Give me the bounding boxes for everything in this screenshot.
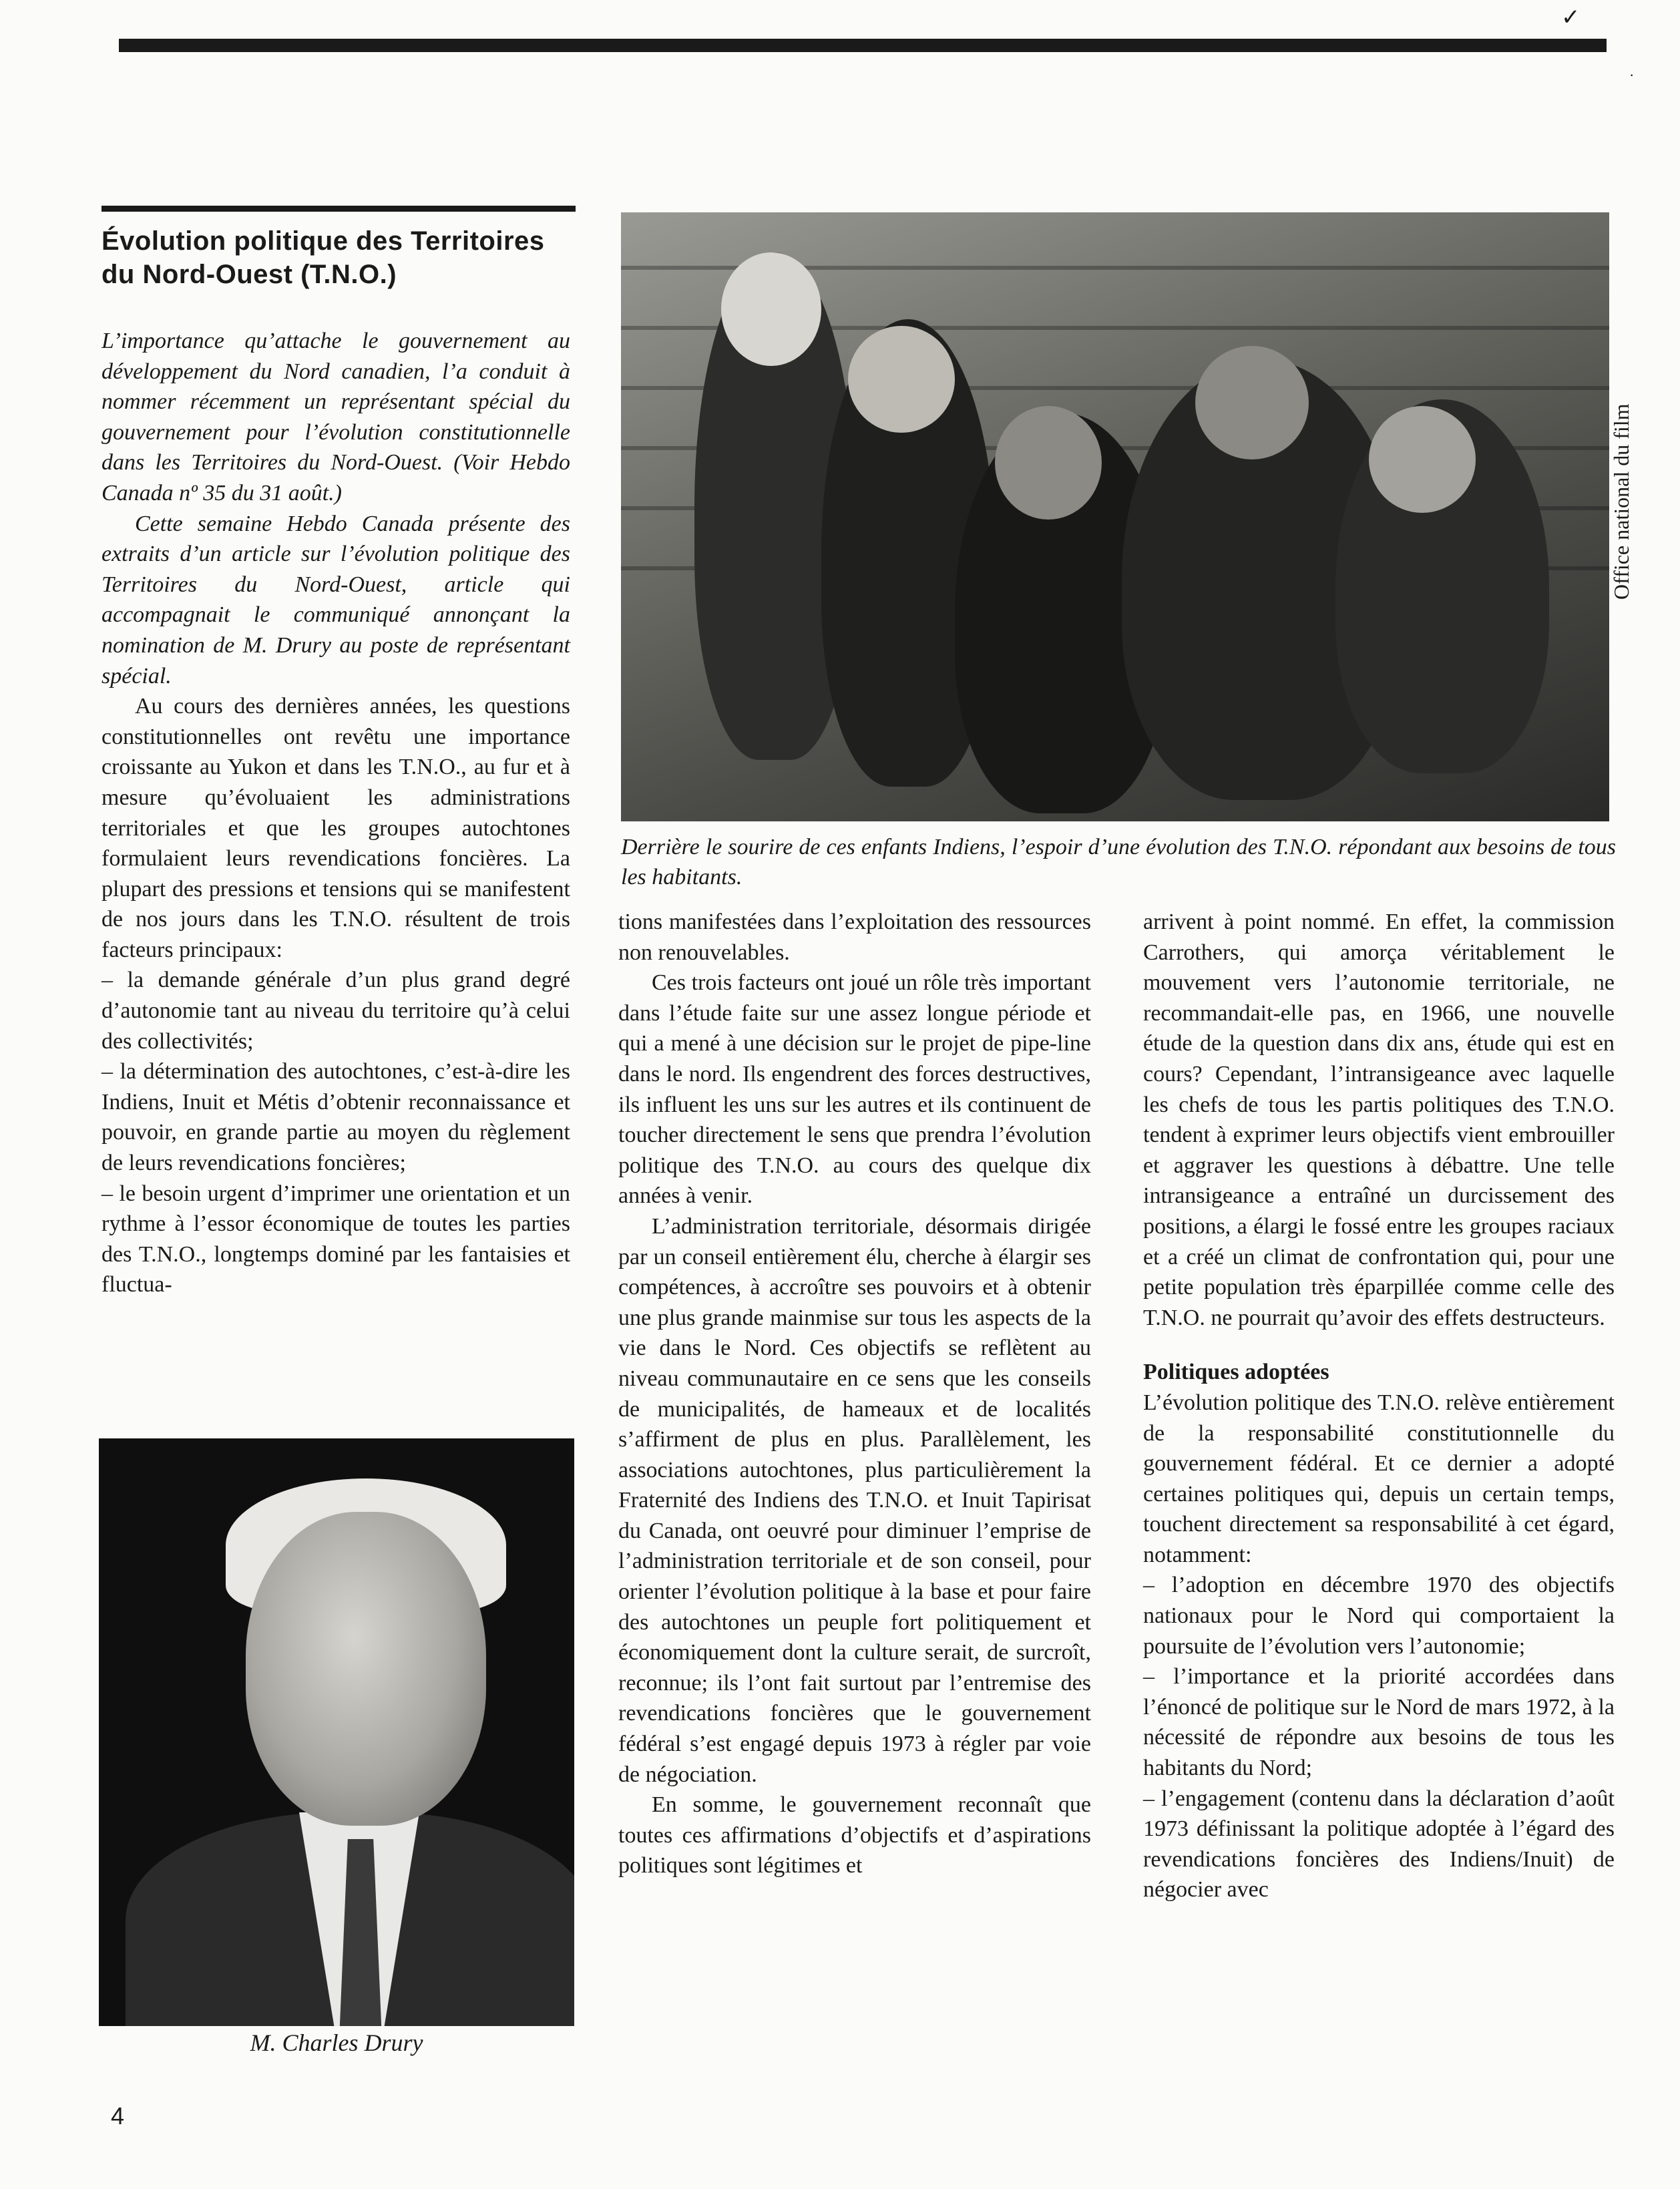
heading-rule bbox=[101, 206, 576, 212]
list-item: – la demande générale d’un plus grand degré d’autonomie tant au niveau du territoire qu’à celui des collectivités; bbox=[101, 968, 570, 1054]
children-photo bbox=[621, 212, 1609, 821]
list-item: – l’importance et la priorité accordées dans l’énoncé de politique sur le Nord de mars 1972, à la nécessité de répondre aux besoins de tous les habitants du Nord; bbox=[1143, 1664, 1615, 1781]
portrait-photo bbox=[99, 1438, 574, 2026]
column-2 bbox=[618, 907, 1091, 1881]
body-paragraph: Au cours des dernières années, les questions constitutionnelles ont revêtu une importance croissante au Yukon et dans les T.N.O., au fur et à mesure qu’évoluaient les administrations territoriales et que les groupes autochtones formulaient leurs revendications foncières. La plupart des pressions et tensions qui se manifestent de nos jours dans les T.N.O. résultent de trois facteurs principaux: bbox=[101, 694, 570, 962]
page-number: 4 bbox=[111, 2102, 125, 2130]
body-paragraph: Ces trois facteurs ont joué un rôle très important dans l’étude faite sur une assez longue période et qui a mené à une décision sur le projet de pipe-line dans le nord. Ils engendrent des forces destructives, ils influent les uns sur les autres et ils continuent de toucher directement le sens que prendra l’évolution politique des T.N.O. au cours des quelque dix années à venir. bbox=[618, 970, 1091, 1209]
list-item: – l’engagement (contenu dans la déclaration d’août 1973 définissant la politique adoptée à l’égard des revendications foncières des Indiens/Inuit) de négocier avec bbox=[1143, 1786, 1615, 1903]
column-3 bbox=[1143, 907, 1615, 1905]
section-subheading: Politiques adoptées bbox=[1143, 1360, 1329, 1385]
margin-dot: · bbox=[1629, 67, 1635, 83]
article-title: Évolution politique des Territoires du Nord-Ouest (T.N.O.) bbox=[101, 226, 545, 289]
column-1 bbox=[101, 326, 570, 1300]
body-paragraph: tions manifestées dans l’exploitation des ressources non renouvelables. bbox=[618, 910, 1091, 965]
top-rule bbox=[119, 39, 1607, 52]
intro-paragraph: Cette semaine Hebdo Canada présente des extraits d’un article sur l’évolution politique des Territoires du Nord-Ouest, article qui accompagnait le communiqué annonçant la nomination de M. Drury au poste de représentant spécial. bbox=[101, 511, 570, 688]
margin-mark: ✓ bbox=[1561, 5, 1581, 30]
list-item: – l’adoption en décembre 1970 des objectifs nationaux pour le Nord qui comportaient la poursuite de l’évolution vers l’autonomie; bbox=[1143, 1573, 1615, 1659]
body-paragraph: En somme, le gouvernement reconnaît que toutes ces affirmations d’objectifs et d’aspirations politiques sont légitimes et bbox=[618, 1792, 1091, 1878]
list-item: – la détermination des autochtones, c’est-à-dire les Indiens, Inuit et Métis d’obtenir reconnaissance et pouvoir, en grande partie au moyen du règlement de leurs revendications foncières; bbox=[101, 1059, 570, 1176]
photo-credit: Office national du film bbox=[1609, 403, 1633, 600]
body-paragraph: L’administration territoriale, désormais dirigée par un conseil entièrement élu, cherche à élargir ses compétences, à accroître ses pouvoirs et à obtenir une plus grande mainmise sur tous les aspects de la vie dans le Nord. Ces objectifs se reflètent au niveau communautaire en ce sens que les conseils de municipalités, de hameaux et de localités s’affirment de plus en plus. Parallèlement, les associations autochtones, plus particulièrement la Fraternité des Indiens des T.N.O. et Inuit Tapirisat du Canada, ont oeuvré pour diminuer l’emprise de l’administration territoriale et de son conseil, pour orienter l’évolution politique à la base et pour faire des autochtones un peuple fort politiquement et économiquement dont la culture serait, de surcroît, reconnue; ils l’ont fait surtout par l’entremise des revendications foncières que le gouvernement fédéral s’est engagé depuis 1973 à régler par voie de négociation. bbox=[618, 1213, 1091, 1787]
photo-caption: Derrière le sourire de ces enfants Indiens, l’espoir d’une évolution des T.N.O. répondant aux besoins de tous les habitants. bbox=[621, 835, 1616, 889]
portrait-caption: M. Charles Drury bbox=[250, 2029, 423, 2056]
body-paragraph: arrivent à point nommé. En effet, la commission Carrothers, qui amorça véritablement le mouvement vers l’autonomie territoriale, ne recommandait-elle pas, en 1966, une nouvelle étude de la question dans dix ans, étude qui est en cours? Cependant, l’intransigeance avec laquelle les chefs de tous les partis politiques des T.N.O. tendent à exprimer leurs objectifs vient embrouiller et aggraver les questions à débattre. Une telle intransigeance a entraîné un durcissement des positions, a élargi le fossé entre les groupes raciaux et a créé un climat de confrontation qui, pour une petite population très éparpillée comme celle des T.N.O. ne pourrait qu’avoir des effets destructeurs. bbox=[1143, 910, 1615, 1330]
intro-paragraph: L’importance qu’attache le gouvernement au développement du Nord canadien, l’a conduit à nommer récemment un représentant spécial du gouvernement pour l’évolution constitutionnelle dans les Territoires du Nord-Ouest. (Voir Hebdo Canada nº 35 du 31 août.) bbox=[101, 329, 570, 506]
list-item: – le besoin urgent d’imprimer une orientation et un rythme à l’essor économique de toutes les parties des T.N.O., longtemps dominé par les fantaisies et fluctua- bbox=[101, 1181, 570, 1298]
body-paragraph: L’évolution politique des T.N.O. relève entièrement de la responsabilité constitutionnelle du gouvernement fédéral. Et ce dernier a adopté certaines politiques qui, depuis un certain temps, touchent directement sa responsabilité à cet égard, notamment: bbox=[1143, 1390, 1615, 1567]
